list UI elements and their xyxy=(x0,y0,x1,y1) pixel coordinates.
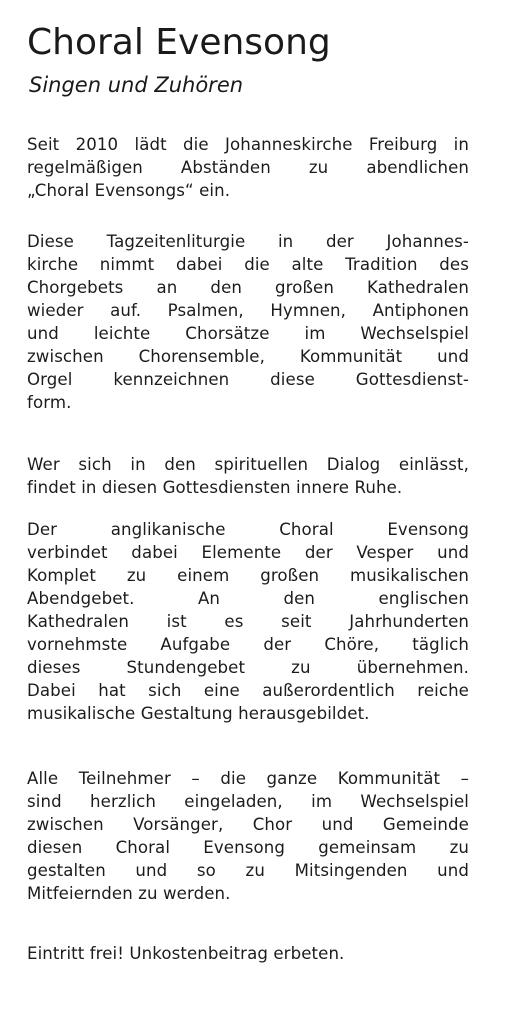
text-line: Abendgebet. An den englischen xyxy=(27,589,469,608)
text-line: „Choral Evensongs“ ein. xyxy=(27,181,231,200)
text-line: zwischen Vorsänger, Chor und Gemeinde xyxy=(27,815,469,834)
text-line: regelmäßigen Abständen zu abendlichen xyxy=(27,158,469,177)
text-line: Wer sich in den spirituellen Dialog einlässt, xyxy=(27,455,469,474)
text-line: sind herzlich eingeladen, im Wechselspiel xyxy=(27,792,469,811)
text-line: findet in diesen Gottesdiensten innere Ruhe. xyxy=(27,478,403,497)
paragraph-invitation xyxy=(27,767,469,905)
text-line: Diese Tagzeitenliturgie in der Johannes- xyxy=(27,232,469,251)
text-line: vornehmste Aufgabe der Chöre, täglich xyxy=(27,635,469,654)
text-line: Alle Teilnehmer – die ganze Kommunität – xyxy=(27,769,469,788)
text-line: wieder auf. Psalmen, Hymnen, Antiphonen xyxy=(27,301,469,320)
text-line: musikalische Gestaltung herausgebildet. xyxy=(27,704,370,723)
text-line: form. xyxy=(27,393,72,412)
page-title: Choral Evensong xyxy=(27,22,331,63)
paragraph-intro xyxy=(27,133,469,202)
text-line: zwischen Chorensemble, Kommunität und xyxy=(27,347,469,366)
text-line: Mitfeiernden zu werden. xyxy=(27,884,231,903)
text-line: Komplet zu einem großen musikalischen xyxy=(27,566,469,585)
text-line: diesen Choral Evensong gemeinsam zu xyxy=(27,838,469,857)
paragraph-liturgy xyxy=(27,230,469,414)
text-line: verbindet dabei Elemente der Vesper und xyxy=(27,543,469,562)
text-line: Der anglikanische Choral Evensong xyxy=(27,520,469,539)
text-line: Chorgebets an den großen Kathedralen xyxy=(27,278,469,297)
text-line: und leichte Chorsätze im Wechselspiel xyxy=(27,324,469,343)
admission-note: Eintritt frei! Unkostenbeitrag erbeten. xyxy=(27,944,345,963)
text-line: gestalten und so zu Mitsingenden und xyxy=(27,861,469,880)
page-subtitle: Singen und Zuhören xyxy=(29,73,244,97)
paragraph-admission xyxy=(27,942,469,965)
text-line: Kathedralen ist es seit Jahrhunderten xyxy=(27,612,469,631)
text-line: dieses Stundengebet zu übernehmen. xyxy=(27,658,469,677)
paragraph-dialog xyxy=(27,453,469,499)
text-line: Seit 2010 lädt die Johanneskirche Freiburg in xyxy=(27,135,469,154)
text-line: Dabei hat sich eine außerordentlich reiche xyxy=(27,681,469,700)
text-line: Orgel kennzeichnen diese Gottesdienst- xyxy=(27,370,469,389)
paragraph-anglican xyxy=(27,518,469,725)
text-line: kirche nimmt dabei die alte Tradition des xyxy=(27,255,469,274)
